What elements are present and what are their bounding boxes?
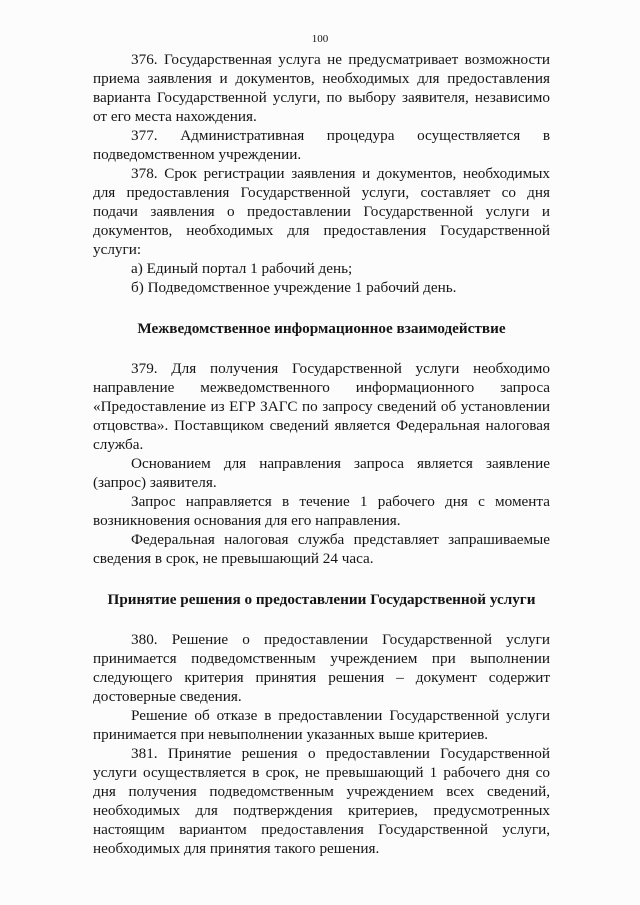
paragraph-fns-response: Федеральная налоговая служба представляет запрашиваемые сведения в срок, не превышающий 24 часа. bbox=[93, 531, 550, 567]
paragraph-request-basis: Основанием для направления запроса является заявление (запрос) заявителя. bbox=[93, 455, 550, 491]
document-body bbox=[93, 50, 550, 858]
paragraph-379: 379. Для получения Государственной услуги необходимо направление межведомственного информационного запроса «Предоставление из ЕГР ЗАГС по запросу сведений об установлении отцовства». Поставщиком сведений является Федеральная налоговая служба. bbox=[93, 360, 550, 453]
paragraph-request-timing: Запрос направляется в течение 1 рабочего дня с момента возникновения основания для его направления. bbox=[93, 493, 550, 529]
paragraph-380: 380. Решение о предоставлении Государственной услуги принимается подведомственным учреждением при выполнении следующего критерия принятия решения – документ содержит достоверные сведения. bbox=[93, 631, 550, 705]
list-item-b: б) Подведомственное учреждение 1 рабочий день. bbox=[131, 279, 457, 296]
paragraph-refusal: Решение об отказе в предоставлении Государственной услуги принимается при невыполнении указанных выше критериев. bbox=[93, 707, 550, 743]
paragraph-381: 381. Принятие решения о предоставлении Государственной услуги осуществляется в срок, не превышающий 1 рабочего дня со дня получения подведомственным учреждением всех сведений, необходимых для подтверждения критериев, предусмотренных настоящим вариантом предоставления Государственной услуги, необходимых для принятия такого решения. bbox=[93, 745, 550, 857]
section-heading-interagency: Межведомственное информационное взаимодействие bbox=[137, 320, 506, 337]
list-item-a: а) Единый портал 1 рабочий день; bbox=[131, 260, 353, 277]
paragraph-378: 378. Срок регистрации заявления и документов, необходимых для предоставления Государственной услуги, составляет со дня подачи заявления о предоставлении Государственной услуги и документов, необходимых для предоставления Государственной услуги: bbox=[93, 165, 550, 258]
page-number: 100 bbox=[311, 33, 329, 45]
section-heading-decision: Принятие решения о предоставлении Государственной услуги bbox=[107, 591, 536, 608]
paragraph-376: 376. Государственная услуга не предусматривает возможности приема заявления и документов, необходимых для предоставления варианта Государственной услуги, по выбору заявителя, независимо от его места нахождения. bbox=[93, 51, 550, 125]
paragraph-377: 377. Административная процедура осуществляется в подведомственном учреждении. bbox=[93, 127, 550, 163]
